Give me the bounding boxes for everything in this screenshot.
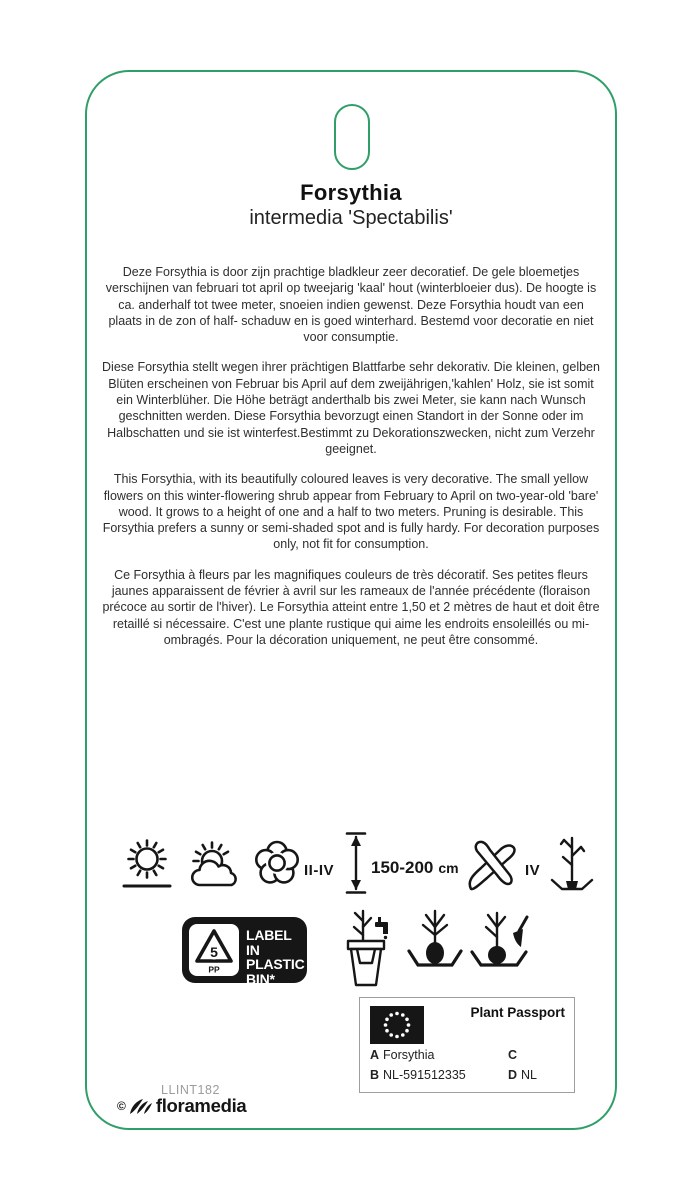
passport-d: D NL xyxy=(508,1068,538,1082)
page-title: Forsythia xyxy=(300,180,402,205)
height-value: 150-200 xyxy=(371,858,434,877)
description-dutch: Deze Forsythia is door zijn prachtige bladkleur zeer decoratief. De gele bloemetjes verschijnen van februari tot april op tweejarig 'kaal' hout (winterbloeier dus). De hoogte is ca. anderhalf tot twee meter, snoeien indien gewenst. Deze Forsythia houdt van een plaats in de zon of half- schaduw en is goed winterhard. Bestemd voor decoratie en niet voor consumptie. xyxy=(105,265,597,345)
copyright-symbol: © xyxy=(117,1099,126,1113)
plant-in-soil-icon xyxy=(405,905,465,991)
flower-icon xyxy=(252,838,302,890)
passport-title: Plant Passport xyxy=(470,1005,565,1020)
watering-pot-icon xyxy=(337,905,395,991)
description-french: Ce Forsythia à fleurs par les magnifiques couleurs de très décoratif. Ses petites fleurs jaunes apparaissent de février à avril sur les rameaux de l'année précédente (floraison précoce au sortir de l'hiver). Le Forsythia atteint entre 1,50 et 2 mètres de haut et doit être retaillé si nécessaire. C'est une plante rustique qui aime les endroits ensoleillés ou mi-ombragés. Pour la décoration uniquement, ne peut être consommé. xyxy=(102,567,600,647)
eu-flag-icon xyxy=(370,1006,424,1044)
hang-hole xyxy=(334,104,370,170)
description-german: Diese Forsythia stellt wegen ihrer prächtigen Blattfarbe sehr dekorativ. Die kleinen, gelben Blüten erscheinen von Februar bis April auf dem zweijährigen,'kahlen' Holz, sie ist somit ein Winterblüher. Die Höhe beträgt anderthalb bis zwei Meter, sie kann nach Wunsch geschnitten werden. Diese Forsythia bevorzugt einen Standort in der Sonne oder im Halbschatten und sie ist winterfest.Bestimmt zu Dekorationszwecken, nicht zum Verzehr geeignet. xyxy=(102,360,600,456)
plant-label-card xyxy=(85,70,617,1130)
passport-b: B NL-591512335 xyxy=(370,1068,466,1082)
resin-code: 5 xyxy=(210,944,218,960)
plant-passport-box xyxy=(359,997,575,1093)
badge-text: LABEL IN PLASTIC BIN* xyxy=(246,927,305,987)
label-in-plastic-bin-badge xyxy=(182,917,307,987)
height-icon xyxy=(344,830,368,896)
plant-in-ground-icon xyxy=(550,832,594,896)
description-english: This Forsythia, with its beautifully coloured leaves is very decorative. The small yellow flowers on this winter-flowering shrub appear from February to April on two-year-old 'bare' wood. It grows to a height of one and a half to two meters. Pruning is desirable. This Forsythia prefers a sunny or semi-shaded spot and is fully hardy. For decoration purposes only, not fit for consumption. xyxy=(102,472,600,552)
pruning-period-label: IV xyxy=(525,862,541,879)
brand-logo xyxy=(117,1095,246,1117)
sun-cloud-icon xyxy=(188,834,242,892)
passport-a: A Forsythia xyxy=(370,1048,435,1062)
flowering-period-label: II-IV xyxy=(304,862,335,879)
height-unit: cm xyxy=(438,860,459,876)
print-code: LLINT182 xyxy=(161,1083,220,1097)
care-icon-row xyxy=(87,830,619,902)
passport-c: C xyxy=(508,1048,518,1062)
resin-material: PP xyxy=(208,964,220,975)
page-subtitle: intermedia 'Spectabilis' xyxy=(249,207,453,229)
floramedia-leaf-icon xyxy=(129,1097,153,1115)
brand-name: floramedia xyxy=(155,1095,247,1116)
pruning-shears-icon xyxy=(464,834,520,892)
recycle-pp5-icon xyxy=(189,924,239,976)
height-label xyxy=(371,858,459,878)
sun-icon xyxy=(120,834,174,892)
description-block xyxy=(101,264,601,662)
plant-trowel-icon xyxy=(469,905,535,991)
